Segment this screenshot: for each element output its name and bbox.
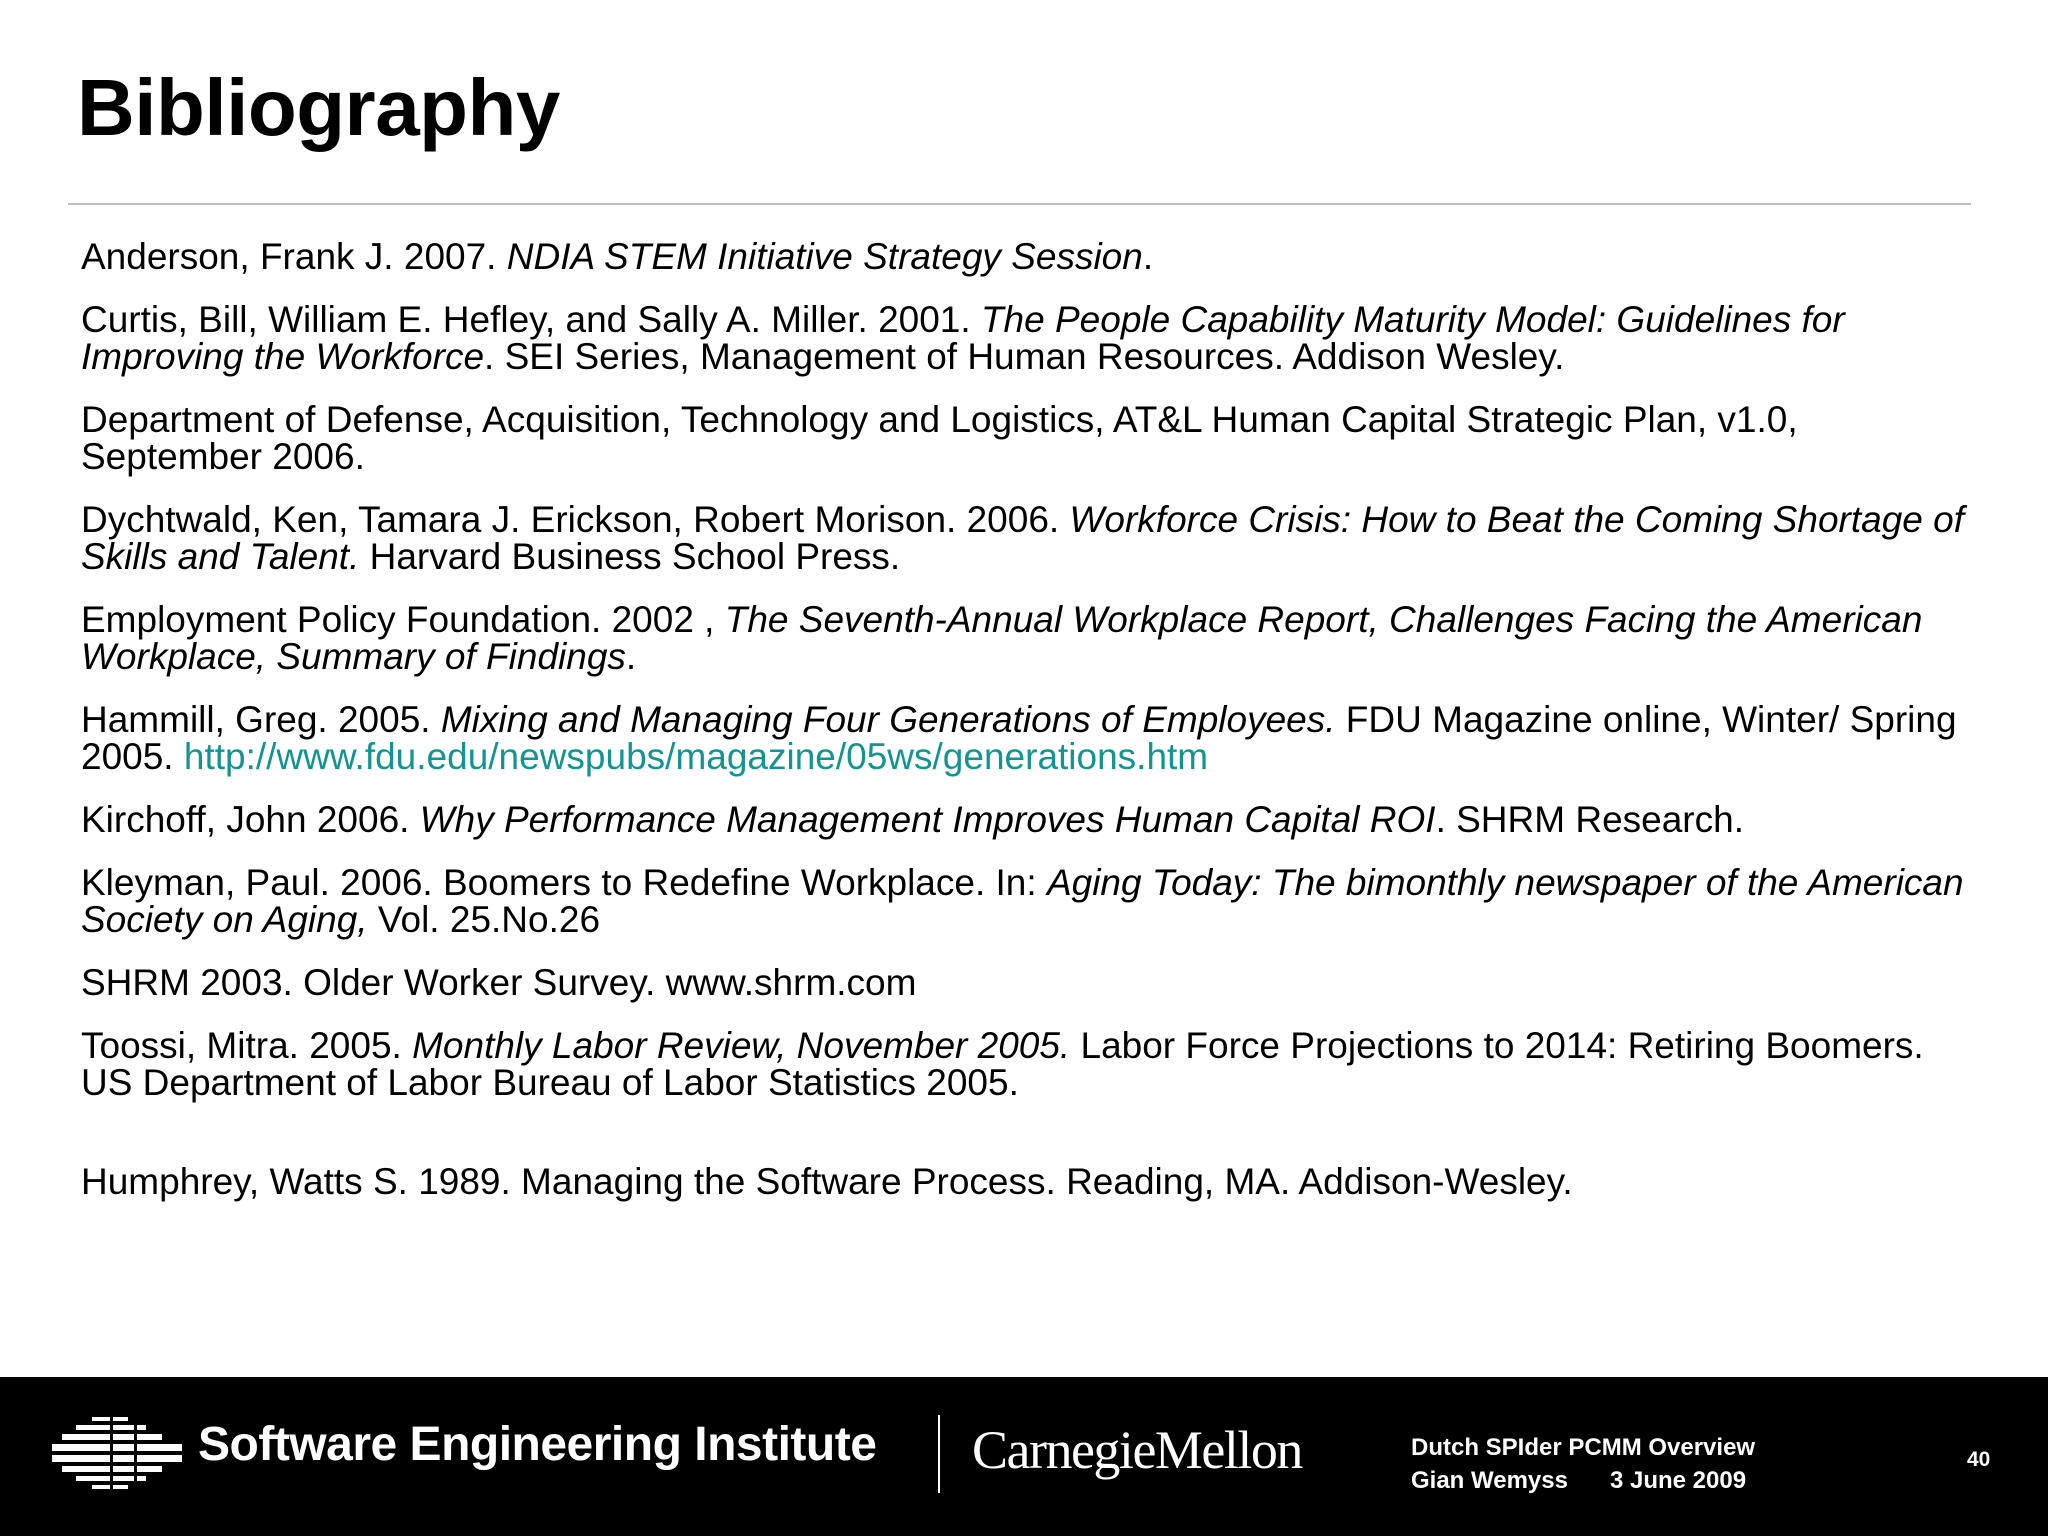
reference-text: Kleyman, Paul. 2006. Boomers to Redefine Workplace. In:: [81, 862, 1047, 903]
slide-title: Bibliography: [77, 63, 560, 152]
reference-title: Why Performance Management Improves Human Capital ROI: [419, 799, 1436, 840]
presentation-date: 3 June 2009: [1609, 1467, 1747, 1494]
reference-entry: [81, 864, 1981, 938]
reference-text: SHRM 2003. Older Worker Survey. www.shrm.com: [81, 962, 917, 1003]
reference-text: . SHRM Research.: [1435, 799, 1744, 840]
presentation-title: Dutch SPIder PCMM Overview: [1411, 1434, 1756, 1461]
reference-entry: [81, 1027, 1981, 1101]
reference-entry: [81, 964, 1981, 1001]
presenter-line: [1411, 1464, 1755, 1497]
reference-text: Toossi, Mitra. 2005.: [81, 1025, 413, 1066]
reference-text: Curtis, Bill, William E. Hefley, and Sally A. Miller. 2001.: [81, 299, 981, 340]
reference-text: Anderson, Frank J. 2007.: [81, 236, 507, 277]
reference-entry: [81, 238, 1981, 275]
reference-title: Aging Today: The bimonthly newspaper of the American Society on Aging,: [81, 862, 1964, 940]
footer-bar: [0, 1377, 2048, 1536]
reference-text: Harvard Business School Press.: [359, 536, 901, 577]
sei-name: Software Engineering Institute: [198, 1418, 877, 1471]
reference-entry: [81, 701, 1981, 775]
reference-text: FDU Magazine online, Winter/ Spring 2005.: [81, 699, 1957, 777]
reference-entry: [81, 301, 1981, 375]
reference-text: Employment Policy Foundation. 2002 ,: [81, 599, 725, 640]
reference-title: NDIA STEM Initiative Strategy Session: [506, 236, 1143, 277]
reference-text: Humphrey, Watts S. 1989. Managing the Software Process. Reading, MA. Addison-Wesley.: [81, 1161, 1573, 1202]
reference-text: Kirchoff, John 2006.: [81, 799, 420, 840]
reference-title: The People Capability Maturity Model: Guidelines for Improving the Workforce: [81, 299, 1845, 377]
reference-text: Vol. 25.No.26: [367, 899, 601, 940]
page-number: 40: [1967, 1448, 1991, 1471]
bibliography-list: [81, 238, 1981, 1226]
reference-entry: [81, 601, 1981, 675]
reference-text: .: [1142, 236, 1154, 277]
reference-title: The Seventh-Annual Workplace Report, Challenges Facing the American Workplace, Summary of Findings: [81, 599, 1923, 677]
cmu-wordmark: CarnegieMellon: [972, 1420, 1302, 1480]
reference-entry: [81, 801, 1981, 838]
reference-title: Workforce Crisis: How to Beat the Coming Shortage of Skills and Talent.: [81, 499, 1964, 577]
reference-text: . SEI Series, Management of Human Resources. Addison Wesley.: [484, 336, 1565, 377]
reference-entry: [81, 401, 1981, 475]
presentation-info: [1411, 1431, 1755, 1497]
presenter-name: Gian Wemyss: [1411, 1467, 1568, 1494]
reference-entry: [81, 1163, 1981, 1200]
reference-title: Mixing and Managing Four Generations of Employees.: [440, 699, 1336, 740]
reference-link[interactable]: http://www.fdu.edu/newspubs/magazine/05ws/generations.htm: [183, 736, 1209, 777]
reference-text: Department of Defense, Acquisition, Technology and Logistics, AT&L Human Capital Strategic Plan, v1.0, September 2006.: [81, 399, 1798, 477]
footer-divider: [938, 1415, 940, 1493]
reference-text: Hammill, Greg. 2005.: [81, 699, 441, 740]
reference-title: Monthly Labor Review, November 2005.: [412, 1025, 1071, 1066]
title-divider: [68, 203, 1971, 205]
reference-text: Dychtwald, Ken, Tamara J. Erickson, Robert Morison. 2006.: [81, 499, 1070, 540]
reference-text: Labor Force Projections to 2014: Retiring Boomers. US Department of Labor Bureau of Labor Statistics 2005.: [81, 1025, 1924, 1103]
reference-entry: [81, 501, 1981, 575]
sei-logo-icon: [52, 1415, 182, 1489]
reference-text: .: [625, 636, 637, 677]
